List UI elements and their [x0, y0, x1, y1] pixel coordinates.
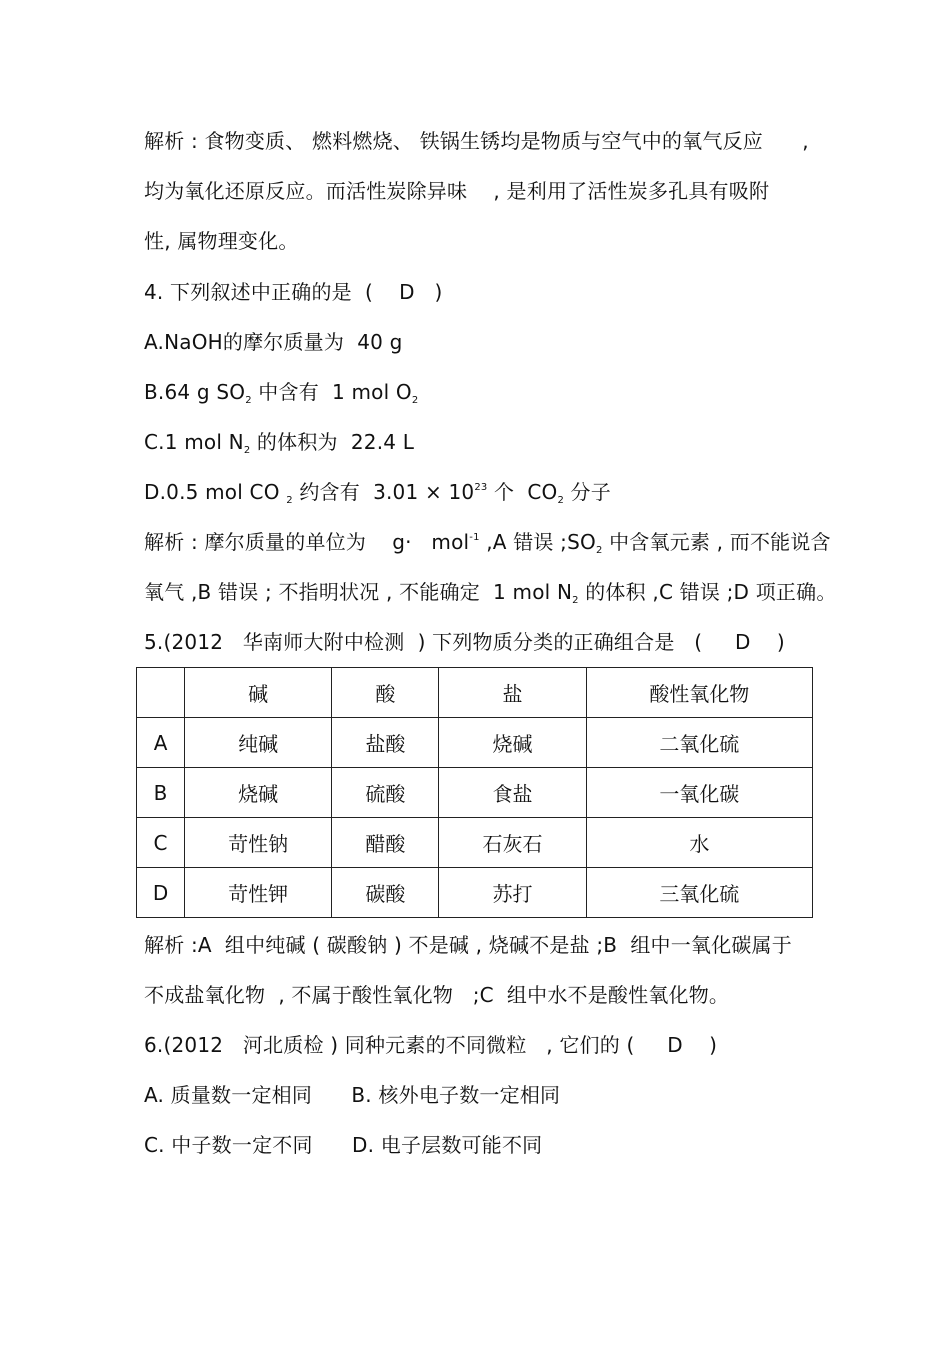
table-header-row [137, 668, 813, 718]
table-cell: 食盐 [439, 768, 586, 818]
table-cell: 苛性钠 [185, 818, 332, 868]
table-header-cell: 酸性氧化物 [586, 668, 812, 718]
table-cell: 烧碱 [439, 718, 586, 768]
table-row [137, 718, 813, 768]
table-header-cell: 盐 [439, 668, 586, 718]
table-cell: 醋酸 [332, 818, 439, 868]
table-cell: 纯碱 [185, 718, 332, 768]
table-header-cell: 碱 [185, 668, 332, 718]
analysis-q5-line2: 不成盐氧化物 , 不属于酸性氧化物 ;C 组中水不是酸性氧化物。 [144, 983, 730, 1007]
table-cell: 苛性钾 [185, 868, 332, 918]
q4-option-b: B.64 g $SO_2$ 中含有 1 mol $O_2$ [144, 380, 419, 406]
table-cell: B [137, 768, 185, 818]
analysis-q4-line1: 解析 : 摩尔质量的单位为 g· mol$^{-1}$ ,A 错误 $;SO_2$ 中含氧元素 , 而不能说含 [144, 530, 831, 556]
table-cell: 碳酸 [332, 868, 439, 918]
table-cell: A [137, 718, 185, 768]
table-cell: 苏打 [439, 868, 586, 918]
analysis-q4-line2: 氧气 ,B 错误 ; 不指明状况 , 不能确定 1 mol $N_2$ 的体积 ,C 错误 ;D 项正确。 [144, 580, 837, 606]
table-header-cell [137, 668, 185, 718]
q6-options-ab: A. 质量数一定相同 B. 核外电子数一定相同 [144, 1083, 561, 1107]
table-cell: 石灰石 [439, 818, 586, 868]
classification-table [136, 667, 813, 918]
analysis-q3-line3: 性, 属物理变化。 [144, 229, 299, 253]
analysis-q5-line1: 解析 :A 组中纯碱 ( 碳酸钠 ) 不是碱 , 烧碱不是盐 ;B 组中一氧化碳属于 [144, 933, 792, 957]
table-row [137, 768, 813, 818]
q4-option-a: A.NaOH的摩尔质量为 40 g [144, 330, 403, 354]
table-cell: C [137, 818, 185, 868]
table-row [137, 868, 813, 918]
analysis-q3-line2: 均为氧化还原反应。而活性炭除异味 , 是利用了活性炭多孔具有吸附 [144, 179, 770, 203]
table-row [137, 818, 813, 868]
table-cell: 盐酸 [332, 718, 439, 768]
table-cell: 二氧化硫 [586, 718, 812, 768]
question-6-stem: 6.(2012 河北质检 ) 同种元素的不同微粒 , 它们的 ( D ) [144, 1033, 718, 1057]
table-cell: 硫酸 [332, 768, 439, 818]
table-cell: 烧碱 [185, 768, 332, 818]
analysis-q3-line1: 解析 : 食物变质、 燃料燃烧、 铁锅生锈均是物质与空气中的氧气反应 , [144, 129, 809, 153]
question-4-stem: 4. 下列叙述中正确的是 ( D ) [144, 280, 443, 304]
q4-option-d: D.0.5 mol CO $_2$ 约含有 $3.01 \times 10^{23}$ 个 $CO_2$ 分子 [144, 480, 611, 506]
table-header-cell: 酸 [332, 668, 439, 718]
table-cell: 水 [586, 818, 812, 868]
q4-option-c: C.1 mol $N_2$ 的体积为 22.4 L [144, 430, 415, 456]
question-5-stem: 5.(2012 华南师大附中检测 ) 下列物质分类的正确组合是 ( D ) [144, 630, 785, 654]
q6-options-cd: C. 中子数一定不同 D. 电子层数可能不同 [144, 1133, 543, 1157]
table-cell: 三氧化硫 [586, 868, 812, 918]
table-cell: D [137, 868, 185, 918]
table-cell: 一氧化碳 [586, 768, 812, 818]
